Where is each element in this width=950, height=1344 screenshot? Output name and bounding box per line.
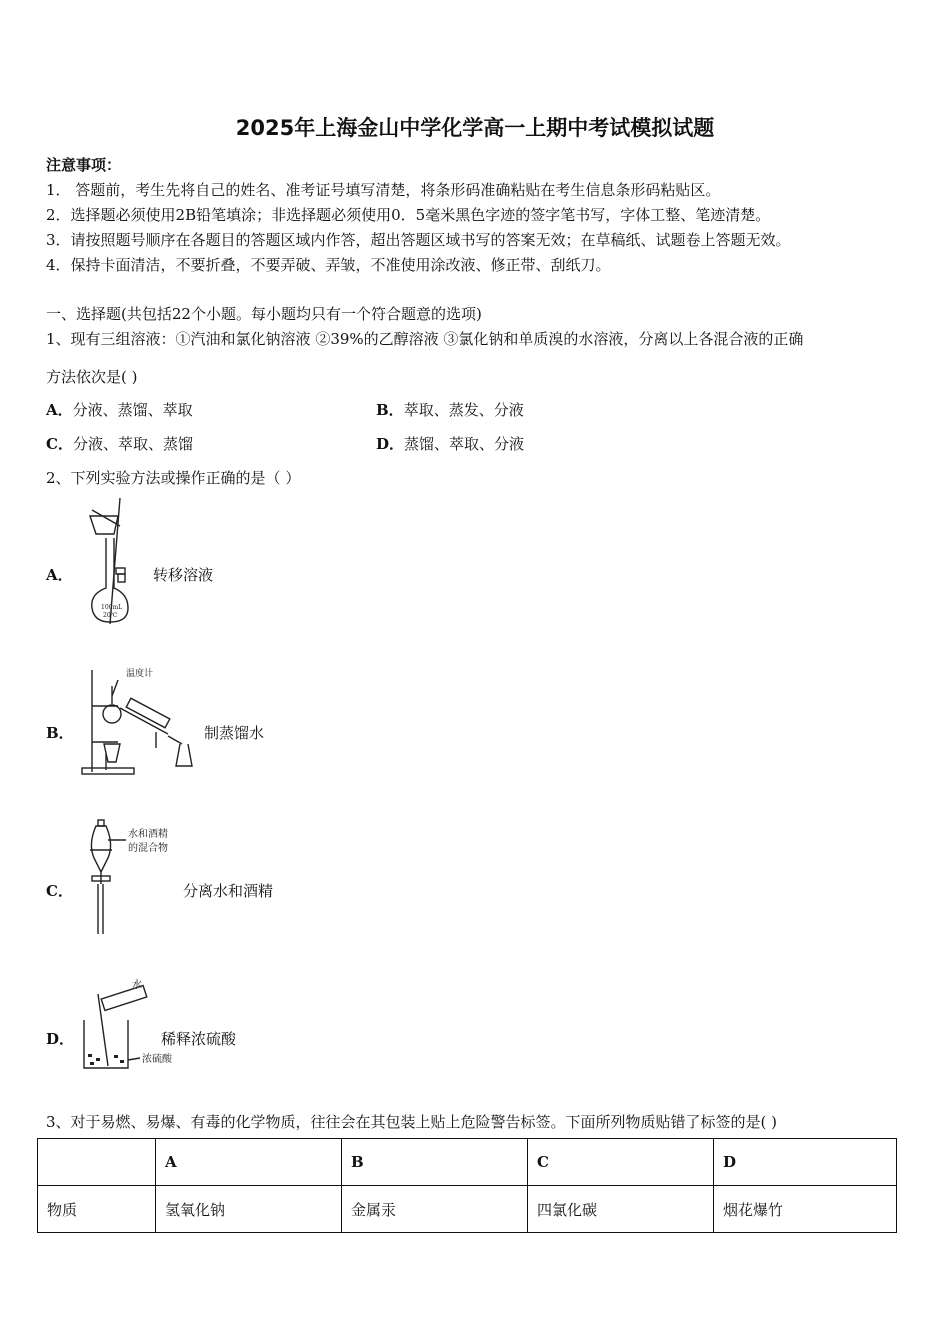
table-cell: 物质 xyxy=(38,1186,156,1233)
q2-option-b-label: B． xyxy=(46,724,74,742)
separatory-funnel-figure xyxy=(86,818,186,938)
table-cell: 烟花爆竹 xyxy=(714,1186,897,1233)
q2-stem: 2、下列实验方法或操作正确的是（ ） xyxy=(46,469,301,487)
volumetric-flask-figure xyxy=(84,496,144,630)
note-item: 3．请按照题号顺序在各题目的答题区域内作答，超出答题区域书写的答案无效；在草稿纸、试题卷上答题无效。 xyxy=(46,231,791,249)
table-cell: C xyxy=(528,1139,714,1186)
water-label: 水 xyxy=(132,980,142,991)
table-cell: 金属汞 xyxy=(342,1186,528,1233)
note-item: 4．保持卡面清洁，不要折叠，不要弄破、弄皱，不准使用涂改液、修正带、刮纸刀。 xyxy=(46,256,611,274)
q1-option-c xyxy=(46,433,193,454)
option-text: 萃取、蒸发、分液 xyxy=(403,401,524,419)
q3-stem: 3、对于易燃、易爆、有毒的化学物质，往往会在其包装上贴上危险警告标签。下面所列物质贴错了标签的是( ) xyxy=(46,1113,778,1131)
table-cell: A xyxy=(156,1139,342,1186)
table-header-row xyxy=(38,1139,897,1186)
table-cell xyxy=(38,1139,156,1186)
option-text: 蒸馏、萃取、分液 xyxy=(404,435,525,453)
q3-table xyxy=(37,1138,897,1233)
q2-option-b-text: 制蒸馏水 xyxy=(204,724,265,742)
table-cell: 氢氧化钠 xyxy=(156,1186,342,1233)
table-row xyxy=(38,1186,897,1233)
dilution-beaker-figure xyxy=(78,978,182,1074)
thermometer-label: 温度计 xyxy=(126,669,154,679)
q1-option-b xyxy=(376,399,524,420)
q2-option-a-label: A． xyxy=(46,566,73,584)
table-cell: D xyxy=(714,1139,897,1186)
option-label: B． xyxy=(376,401,404,419)
q2-option-d-label: D． xyxy=(46,1030,75,1048)
note-item: 2．选择题必须使用2B铅笔填涂；非选择题必须使用0．5毫米黑色字迹的签字笔书写，字体工整、笔迹清楚。 xyxy=(46,206,771,224)
flask-volume-label: 100mL xyxy=(101,604,123,611)
table-cell: 四氯化碳 xyxy=(528,1186,714,1233)
q1-option-d xyxy=(376,433,524,454)
option-label: D． xyxy=(376,435,405,453)
q2-option-c-text: 分离水和酒精 xyxy=(183,882,274,900)
flask-temperature-label: 20℃ xyxy=(103,612,118,619)
notes-heading: 注意事项： xyxy=(46,156,122,174)
q1-option-a xyxy=(46,399,193,420)
table-cell: B xyxy=(342,1139,528,1186)
option-text: 分液、萃取、蒸馏 xyxy=(72,435,193,453)
q2-option-c-label: C． xyxy=(46,882,73,900)
page-title: 2025年上海金山中学化学高一上期中考试模拟试题 xyxy=(235,116,715,140)
section-heading: 一、选择题(共包括22个小题。每小题均只有一个符合题意的选项) xyxy=(46,305,482,323)
distillation-apparatus-figure xyxy=(76,662,198,778)
mixture-label-line1: 水和酒精 xyxy=(128,829,168,840)
mixture-label-line2: 的混合物 xyxy=(128,843,168,854)
option-text: 分液、蒸馏、萃取 xyxy=(72,401,193,419)
q2-option-d-text: 稀释浓硫酸 xyxy=(161,1030,237,1048)
q2-option-a-text: 转移溶液 xyxy=(153,566,214,584)
option-label: C． xyxy=(46,435,73,453)
q1-stem-line1: 1、现有三组溶液：①汽油和氯化钠溶液 ②39%的乙醇溶液 ③氯化钠和单质溴的水溶液，分离以上各混合液的正确 xyxy=(46,330,804,348)
concentrated-acid-label: 浓硫酸 xyxy=(142,1054,172,1065)
q1-stem-line2: 方法依次是( ) xyxy=(46,368,138,386)
note-item: 1． 答题前，考生先将自己的姓名、准考证号填写清楚，将条形码准确粘贴在考生信息条形码粘贴区。 xyxy=(46,181,721,199)
option-label: A． xyxy=(46,401,73,419)
